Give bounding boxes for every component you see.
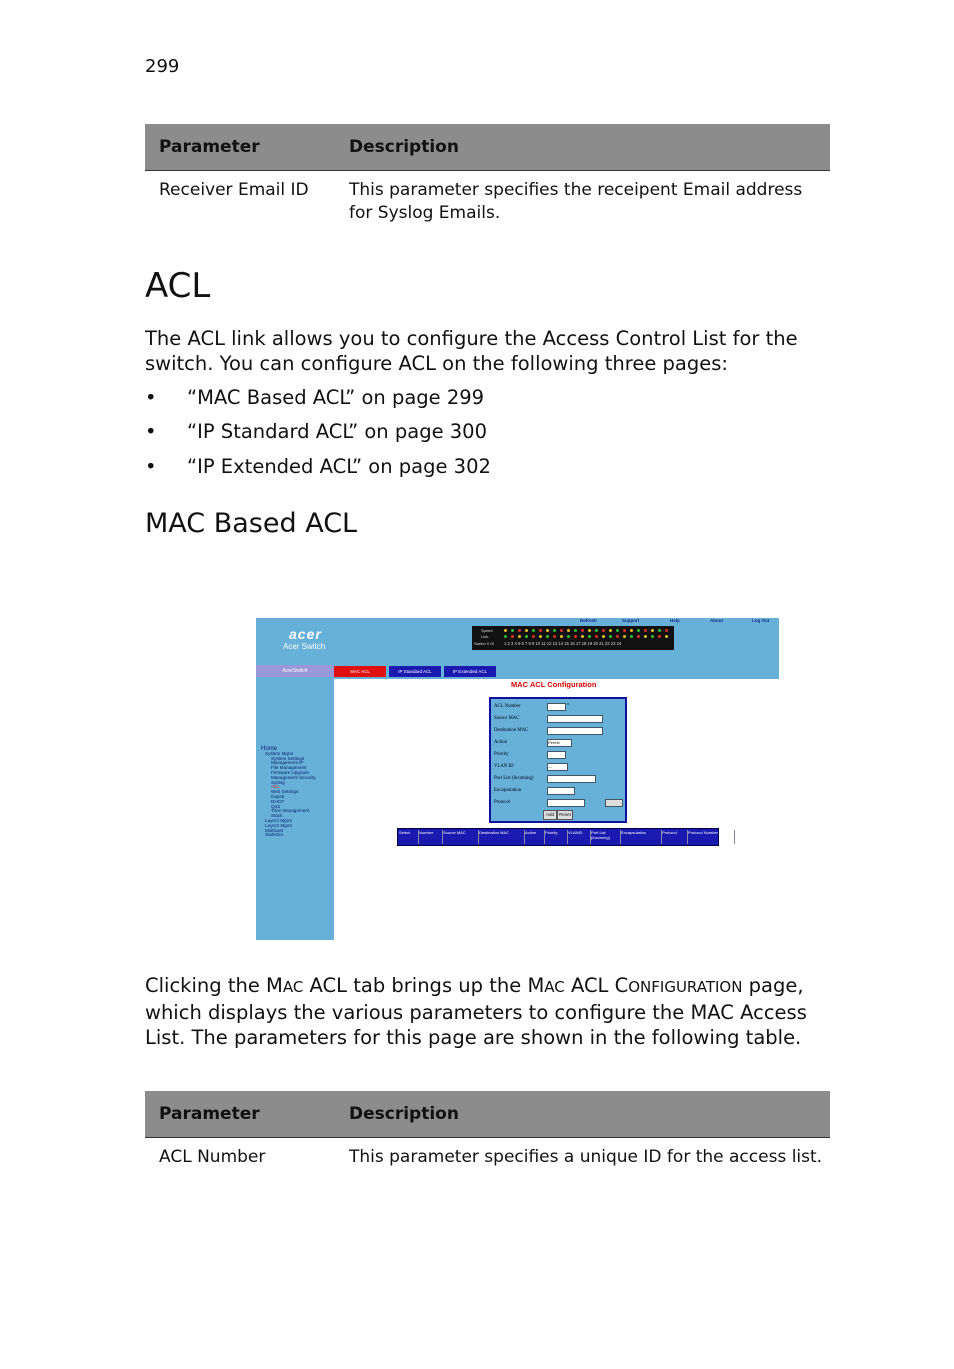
sidebar-menu-item[interactable]: File Management xyxy=(271,765,307,771)
grid-column-header: VLANID xyxy=(568,830,591,844)
port-led xyxy=(567,629,570,632)
field-label: VLAN ID xyxy=(494,764,514,769)
port-leds xyxy=(504,629,672,639)
port-led xyxy=(644,629,647,632)
port-led xyxy=(532,635,535,638)
bullet-icon: • xyxy=(145,420,157,443)
sidebar-menu xyxy=(261,747,316,838)
port-led xyxy=(518,629,521,632)
port-led xyxy=(609,635,612,638)
port-led xyxy=(623,629,626,632)
sidebar-menu-item[interactable]: Stack xyxy=(271,813,283,819)
port-led xyxy=(581,629,584,632)
port-led xyxy=(588,635,591,638)
port-led xyxy=(567,635,570,638)
param-description: This parameter specifies the receipent Email address for Syslog Emails. xyxy=(349,180,803,223)
port-led xyxy=(553,629,556,632)
priority-input[interactable] xyxy=(547,751,566,759)
refresh-link[interactable]: Refresh xyxy=(580,618,597,623)
link-label: Link xyxy=(481,634,489,639)
port-led xyxy=(630,629,633,632)
sidebar-menu-item[interactable]: Layer2 Mgmt xyxy=(265,817,292,823)
tab-ip-extended-acl[interactable]: IP Extended ACL xyxy=(444,666,496,677)
text-run: AC xyxy=(544,978,565,996)
port-led xyxy=(637,635,640,638)
table-header-description: Description xyxy=(335,1091,830,1138)
port-led xyxy=(609,629,612,632)
screenshot-sidebar xyxy=(256,679,334,940)
port-led xyxy=(532,629,535,632)
text-run: ACL C xyxy=(564,974,629,997)
bullet-item xyxy=(145,455,491,478)
sidebar-menu-item[interactable]: Time Management xyxy=(271,808,310,814)
sidebar-menu-item[interactable]: System Mgmt xyxy=(265,750,294,756)
port-led xyxy=(511,635,514,638)
port-led xyxy=(525,635,528,638)
table-header-parameter: Parameter xyxy=(145,124,335,171)
protocol-number-input[interactable] xyxy=(605,799,623,807)
port-led xyxy=(595,629,598,632)
port-led xyxy=(553,635,556,638)
bullet-link[interactable]: “IP Standard ACL” on page 300 xyxy=(187,420,487,443)
grid-column-header: Protocol xyxy=(662,830,688,844)
port-led xyxy=(602,629,605,632)
source-mac-input[interactable] xyxy=(547,715,603,723)
port-led xyxy=(658,629,661,632)
text-run: page, which displays the various parameters to configure the MAC Access List. The parameters for this page are shown in the following table. xyxy=(145,974,807,1049)
port-led xyxy=(560,629,563,632)
sidebar-header: AcerSwitch xyxy=(256,665,334,677)
port-led xyxy=(588,629,591,632)
destination-mac-input[interactable] xyxy=(547,727,603,735)
text-run: Clicking the xyxy=(145,974,267,997)
param-name: ACL Number xyxy=(159,1147,266,1167)
acl-entries-grid xyxy=(397,828,719,846)
protocol-select[interactable] xyxy=(547,799,585,807)
port-led xyxy=(651,635,654,638)
text-run: AC xyxy=(282,978,304,996)
about-link[interactable]: About xyxy=(710,618,723,623)
config-title: MAC ACL Configuration xyxy=(511,680,597,689)
port-led xyxy=(658,635,661,638)
field-label: Action xyxy=(494,740,508,745)
sidebar-menu-item[interactable]: Statistics xyxy=(265,832,284,838)
field-label: ACL Number xyxy=(494,704,521,709)
grid-column-header: Encapsulation xyxy=(621,830,662,844)
description-paragraph xyxy=(145,973,835,1050)
field-label: Source MAC xyxy=(494,716,520,721)
port-led xyxy=(518,635,521,638)
subsection-title: MAC Based ACL xyxy=(145,508,358,539)
bullet-item xyxy=(145,420,487,443)
table-row xyxy=(145,171,830,226)
acl-number-input[interactable] xyxy=(547,703,566,711)
port-led xyxy=(546,635,549,638)
add-button[interactable]: Add xyxy=(543,810,557,820)
port-led xyxy=(644,635,647,638)
field-label: Encapsulation xyxy=(494,788,522,793)
sidebar-menu-item[interactable]: Firmware Upgrade xyxy=(271,769,310,775)
field-label: Protocol xyxy=(494,800,511,805)
parameter-table-2 xyxy=(145,1091,830,1169)
grid-column-header: Port List (Incoming) xyxy=(591,830,621,844)
port-led xyxy=(595,635,598,638)
sidebar-menu-item[interactable]: Layer3 Mgmt xyxy=(265,822,292,828)
port-led xyxy=(616,635,619,638)
port-led xyxy=(574,629,577,632)
tab-mac-acl[interactable]: MAC ACL xyxy=(334,666,386,677)
port-led xyxy=(623,635,626,638)
vlan-select[interactable]: --- xyxy=(547,763,568,771)
encapsulation-select[interactable] xyxy=(547,787,575,795)
bullet-icon: • xyxy=(145,455,157,478)
sidebar-menu-item[interactable]: Dapsh xyxy=(271,793,285,799)
text-run: M xyxy=(527,974,545,997)
port-led xyxy=(539,629,542,632)
field-label: Destination MAC xyxy=(494,728,529,733)
acl-config-form xyxy=(489,697,627,823)
bullet-item xyxy=(145,386,484,409)
text-run: ONFIGURATION xyxy=(628,978,743,996)
port-led xyxy=(574,635,577,638)
port-status-panel xyxy=(472,626,674,650)
grid-column-header: Priority xyxy=(545,830,568,844)
grid-column-header: Select xyxy=(399,830,419,844)
param-name: Receiver Email ID xyxy=(159,180,309,200)
intro-paragraph: The ACL link allows you to configure the Access Control List for the switch. You can configure ACL on the following three pages: xyxy=(145,327,798,375)
bullet-link[interactable]: “MAC Based ACL” on page 299 xyxy=(187,386,485,409)
text-run: M xyxy=(266,974,283,997)
mac-acl-screenshot xyxy=(256,618,779,940)
sidebar-menu-item[interactable]: Web Settings xyxy=(271,789,299,795)
grid-column-header: Source MAC xyxy=(443,830,479,844)
section-title: ACL xyxy=(145,266,211,306)
port-led xyxy=(616,629,619,632)
brand-name: Acer Switch xyxy=(283,642,326,651)
action-select[interactable]: Permit xyxy=(547,739,572,747)
logout-link[interactable]: Log Out xyxy=(752,618,770,623)
table-header-description: Description xyxy=(335,124,830,171)
port-led xyxy=(539,635,542,638)
grid-column-header: Action xyxy=(525,830,545,844)
port-led xyxy=(665,629,668,632)
parameter-table-1 xyxy=(145,124,830,225)
table-header-parameter: Parameter xyxy=(145,1091,335,1138)
sidebar-menu-item[interactable]: Home xyxy=(261,746,278,752)
sidebar-menu-item[interactable]: System Settings xyxy=(271,755,305,761)
port-led xyxy=(560,635,563,638)
screenshot-header xyxy=(256,618,779,679)
grid-column-header: Destination MAC xyxy=(479,830,525,844)
page-number: 299 xyxy=(145,56,180,77)
port-led xyxy=(651,629,654,632)
bullet-icon: • xyxy=(145,386,157,409)
reset-button[interactable]: Reset xyxy=(557,810,573,820)
text-run: ACL tab brings up the xyxy=(303,974,528,997)
port-led xyxy=(511,629,514,632)
tab-ip-standard-acl[interactable]: IP Standard ACL xyxy=(389,666,441,677)
acer-logo: acer xyxy=(289,626,322,642)
table-row xyxy=(145,1138,830,1170)
speed-label: Speed xyxy=(481,628,493,633)
sidebar-menu-item[interactable]: DHCP xyxy=(271,798,285,804)
sidebar-menu-item[interactable]: ACL xyxy=(271,784,280,790)
help-link[interactable]: Help xyxy=(670,618,680,623)
sidebar-menu-item[interactable]: Management Security xyxy=(271,774,316,780)
sidebar-menu-item[interactable]: QoS xyxy=(271,803,281,809)
port-led xyxy=(504,635,507,638)
switch-label: Switch 0 Gi xyxy=(474,641,495,646)
bullet-link[interactable]: “IP Extended ACL” on page 302 xyxy=(187,455,491,478)
port-led xyxy=(581,635,584,638)
grid-column-header: Protocol Number xyxy=(688,830,735,844)
field-label: Port List (Incoming) xyxy=(494,776,534,781)
required-marker: * xyxy=(567,703,569,709)
port-led xyxy=(602,635,605,638)
port-led xyxy=(525,629,528,632)
sidebar-menu-item[interactable]: Syslog xyxy=(271,779,285,785)
port-list-input[interactable] xyxy=(547,775,596,783)
sidebar-menu-item[interactable]: Multicast xyxy=(265,827,284,833)
port-led xyxy=(665,635,668,638)
port-led xyxy=(504,629,507,632)
grid-column-header: Number xyxy=(419,830,443,844)
support-link[interactable]: Support xyxy=(622,618,640,623)
port-led xyxy=(630,635,633,638)
port-led xyxy=(546,629,549,632)
param-description: This parameter specifies a unique ID for the access list. xyxy=(349,1147,823,1167)
field-label: Priority xyxy=(494,752,509,757)
port-led xyxy=(637,629,640,632)
sidebar-menu-item[interactable]: Management IP xyxy=(271,760,304,766)
port-numbers: 1 2 3 4 5 6 7 8 9 10 11 12 13 14 15 16 17 18 19 20 21 22 23 24 xyxy=(504,641,622,646)
